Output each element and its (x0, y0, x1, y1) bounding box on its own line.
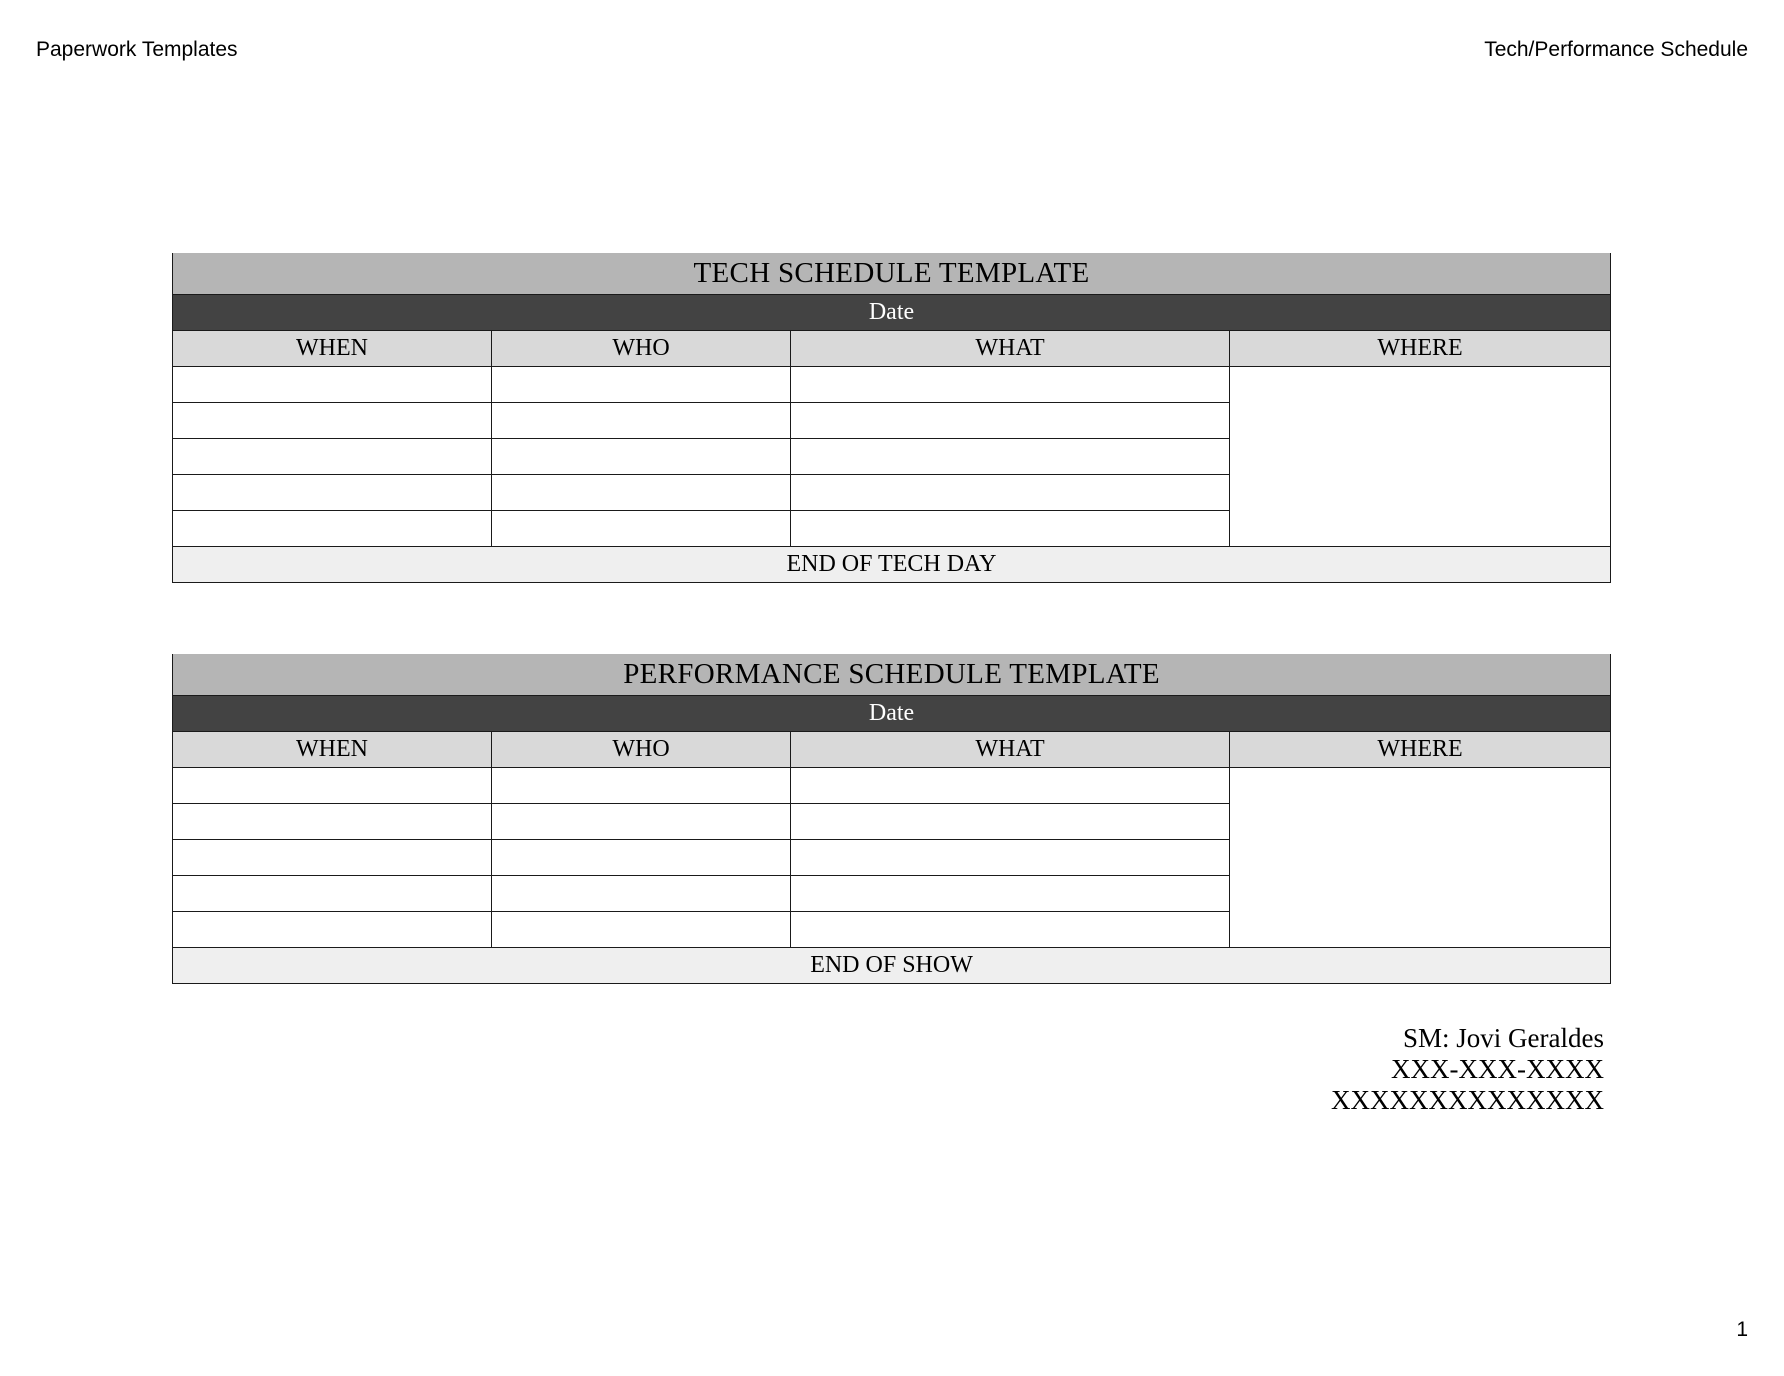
document-header-left: Paperwork Templates (36, 38, 238, 61)
tech-schedule-title: TECH SCHEDULE TEMPLATE (173, 253, 1611, 294)
performance-schedule-table (172, 654, 1611, 984)
tech-schedule-footer: END OF TECH DAY (173, 546, 1611, 582)
stage-manager-contact (1331, 1023, 1604, 1116)
what-cell[interactable] (791, 911, 1230, 947)
tech-schedule-date: Date (173, 294, 1611, 330)
when-cell[interactable] (173, 803, 492, 839)
who-cell[interactable] (492, 474, 791, 510)
when-cell[interactable] (173, 911, 492, 947)
who-cell[interactable] (492, 366, 791, 402)
when-cell[interactable] (173, 839, 492, 875)
performance-schedule-footer: END OF SHOW (173, 947, 1611, 983)
who-cell[interactable] (492, 402, 791, 438)
who-cell[interactable] (492, 839, 791, 875)
tech-column-what: WHAT (791, 330, 1230, 366)
when-cell[interactable] (173, 875, 492, 911)
document-header-right: Tech/Performance Schedule (1484, 38, 1748, 61)
what-cell[interactable] (791, 875, 1230, 911)
performance-column-where: WHERE (1230, 731, 1611, 767)
performance-column-what: WHAT (791, 731, 1230, 767)
what-cell[interactable] (791, 839, 1230, 875)
page-number: 1 (1736, 1318, 1748, 1341)
tech-column-when: WHEN (173, 330, 492, 366)
table-row (173, 767, 1611, 803)
who-cell[interactable] (492, 803, 791, 839)
stage-manager-phone: XXX-XXX-XXXX (1391, 1054, 1604, 1084)
who-cell[interactable] (492, 875, 791, 911)
who-cell[interactable] (492, 767, 791, 803)
when-cell[interactable] (173, 366, 492, 402)
what-cell[interactable] (791, 474, 1230, 510)
what-cell[interactable] (791, 438, 1230, 474)
who-cell[interactable] (492, 510, 791, 546)
performance-column-who: WHO (492, 731, 791, 767)
performance-schedule-date: Date (173, 695, 1611, 731)
when-cell[interactable] (173, 474, 492, 510)
when-cell[interactable] (173, 438, 492, 474)
where-cell[interactable] (1230, 767, 1611, 947)
stage-manager-name: SM: Jovi Geraldes (1403, 1023, 1604, 1053)
tech-column-who: WHO (492, 330, 791, 366)
who-cell[interactable] (492, 911, 791, 947)
what-cell[interactable] (791, 510, 1230, 546)
tech-schedule-table (172, 253, 1611, 583)
what-cell[interactable] (791, 366, 1230, 402)
table-row (173, 366, 1611, 402)
stage-manager-email: XXXXXXXXXXXXXX (1331, 1085, 1604, 1115)
what-cell[interactable] (791, 402, 1230, 438)
when-cell[interactable] (173, 510, 492, 546)
when-cell[interactable] (173, 402, 492, 438)
what-cell[interactable] (791, 803, 1230, 839)
where-cell[interactable] (1230, 366, 1611, 546)
performance-column-when: WHEN (173, 731, 492, 767)
tech-column-where: WHERE (1230, 330, 1611, 366)
performance-schedule-title: PERFORMANCE SCHEDULE TEMPLATE (173, 654, 1611, 695)
what-cell[interactable] (791, 767, 1230, 803)
who-cell[interactable] (492, 438, 791, 474)
when-cell[interactable] (173, 767, 492, 803)
